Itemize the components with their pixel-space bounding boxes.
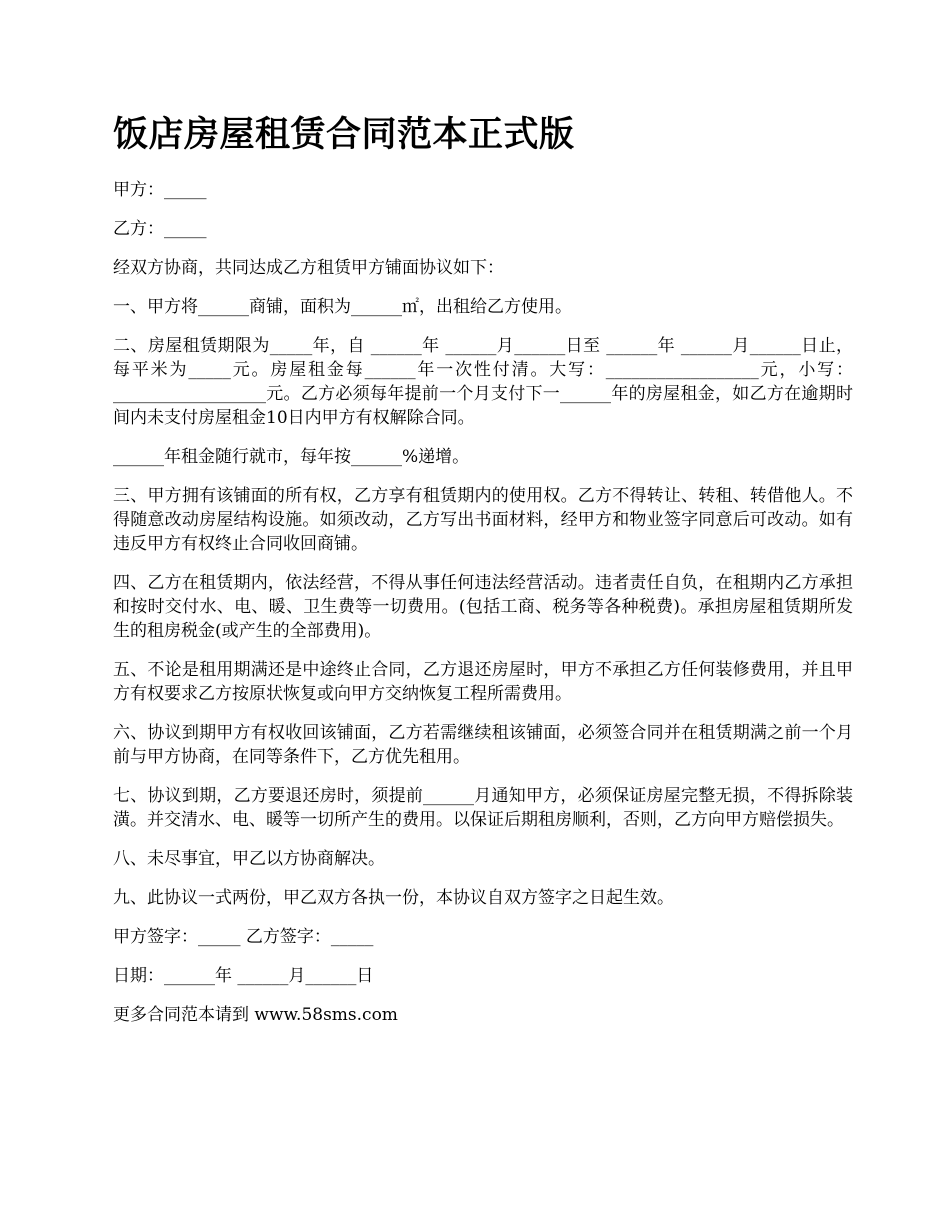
rent-increase-paragraph: ______年租金随行就市，每年按______%递增。 bbox=[113, 447, 470, 467]
party-b-line: 乙方：_____ bbox=[113, 219, 207, 239]
clause-3: 三、甲方拥有该铺面的所有权，乙方享有租赁期内的使用权。乙方不得转让、转租、转借他人。不得随意改动房屋结构设施。如须改动，乙方写出书面材料，经甲方和物业签字同意后可改动。如有违反甲方有权终止合同收回商铺。 bbox=[113, 486, 853, 554]
clause-8: 八、未尽事宜，甲乙以方协商解决。 bbox=[113, 849, 385, 869]
clause-1: 一、甲方将______商铺，面积为______㎡，出租给乙方使用。 bbox=[113, 297, 572, 317]
clause-9: 九、此协议一式两份，甲乙双方各执一份，本协议自双方签字之日起生效。 bbox=[113, 888, 674, 908]
intro-paragraph: 经双方协商，共同达成乙方租赁甲方铺面协议如下： bbox=[113, 258, 504, 278]
party-a-line: 甲方：_____ bbox=[113, 180, 207, 200]
document-title: 饭店房屋租赁合同范本正式版 bbox=[113, 114, 575, 155]
footer-link-line: 更多合同范本请到 www.58sms.com bbox=[113, 1005, 398, 1025]
clause-4: 四、乙方在租赁期内，依法经营，不得从事任何违法经营活动。违者责任自负，在租期内乙方承担和按时交付水、电、暖、卫生费等一切费用。(包括工商、税务等各种税费)。承担房屋租赁期所发生的租房税金(或产生的全部费用)。 bbox=[113, 573, 853, 641]
signature-line: 甲方签字：_____ 乙方签字：_____ bbox=[113, 927, 374, 947]
clause-5: 五、不论是租用期满还是中途终止合同，乙方退还房屋时，甲方不承担乙方任何装修费用，并且甲方有权要求乙方按原状恢复或向甲方交纳恢复工程所需费用。 bbox=[113, 660, 853, 704]
clause-6: 六、协议到期甲方有权收回该铺面，乙方若需继续租该铺面，必须签合同并在租赁期满之前一个月前与甲方协商，在同等条件下，乙方优先租用。 bbox=[113, 723, 853, 767]
clause-7: 七、协议到期，乙方要退还房时，须提前______月通知甲方，必须保证房屋完整无损，不得拆除装潢。并交清水、电、暖等一切所产生的费用。以保证后期租房顺利，否则，乙方向甲方赔偿损失。 bbox=[113, 786, 853, 830]
clause-2: 二、房屋租赁期限为_____年，自 ______年 ______月______日至 ______年 ______月______日止，每平米为_____元。房屋租金每______年一次性付清。大写：__________________元，小写：__________________元。乙方必须每年提前一个月支付下一______年的房屋租金，如乙方在逾期时间内未支付房屋租金10日内甲方有权解除合同。 bbox=[113, 336, 853, 428]
document-body bbox=[113, 178, 853, 1042]
date-line: 日期：______年 ______月______日 bbox=[113, 966, 374, 986]
